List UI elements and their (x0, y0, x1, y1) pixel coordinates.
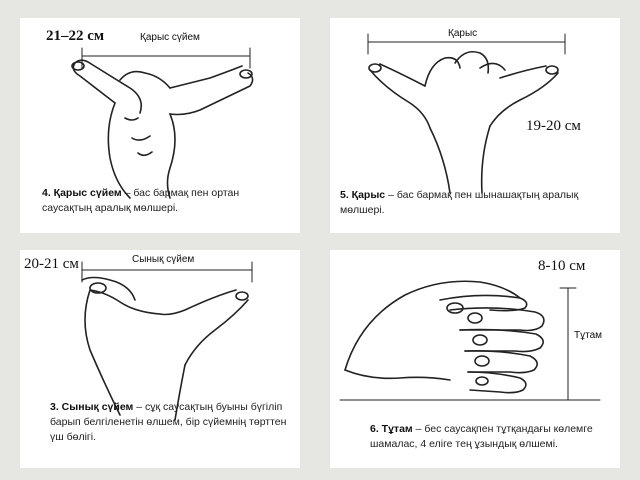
caption-term: 5. Қарыс (340, 189, 386, 201)
panel-tutam (330, 250, 620, 468)
caption-text: – бес саусақпен тұтқандағы көлемге шамалас, 4 еліге тең ұзындық өлшемі. (370, 423, 593, 450)
measure-label: Қарыс (448, 28, 478, 39)
measure-value: 20-21 см (24, 256, 79, 272)
caption (340, 188, 615, 218)
measure-label: Қарыс сүйем (140, 32, 200, 43)
measure-label: Тұтам (574, 330, 603, 341)
measure-value: 8-10 см (538, 258, 586, 274)
measure-value: 19-20 см (526, 118, 581, 134)
panel-karys (330, 18, 620, 233)
caption-text: – сұқ саусақтың буыны бүгіліп барып белгіленетін өлшем, бір сүйемнің төрттен үш бөлігі. (50, 401, 287, 443)
measure-value: 21–22 см (46, 28, 105, 44)
caption-term: 4. Қарыс сүйем (42, 187, 122, 199)
caption-term: 6. Тұтам (370, 423, 413, 435)
caption (50, 400, 295, 445)
caption (42, 186, 292, 216)
caption-text: – бас бармақ пен шынашақтың аралық мөлшері. (340, 189, 579, 216)
caption (370, 422, 615, 452)
measure-label: Сынық сүйем (132, 254, 195, 265)
caption-text: – бас бармақ пен ортан саусақтың аралық мөлшері. (42, 187, 240, 214)
panel-synyk-suyem (20, 250, 300, 468)
caption-term: 3. Сынық сүйем (50, 401, 134, 413)
panel-karys-suyem (20, 18, 300, 233)
